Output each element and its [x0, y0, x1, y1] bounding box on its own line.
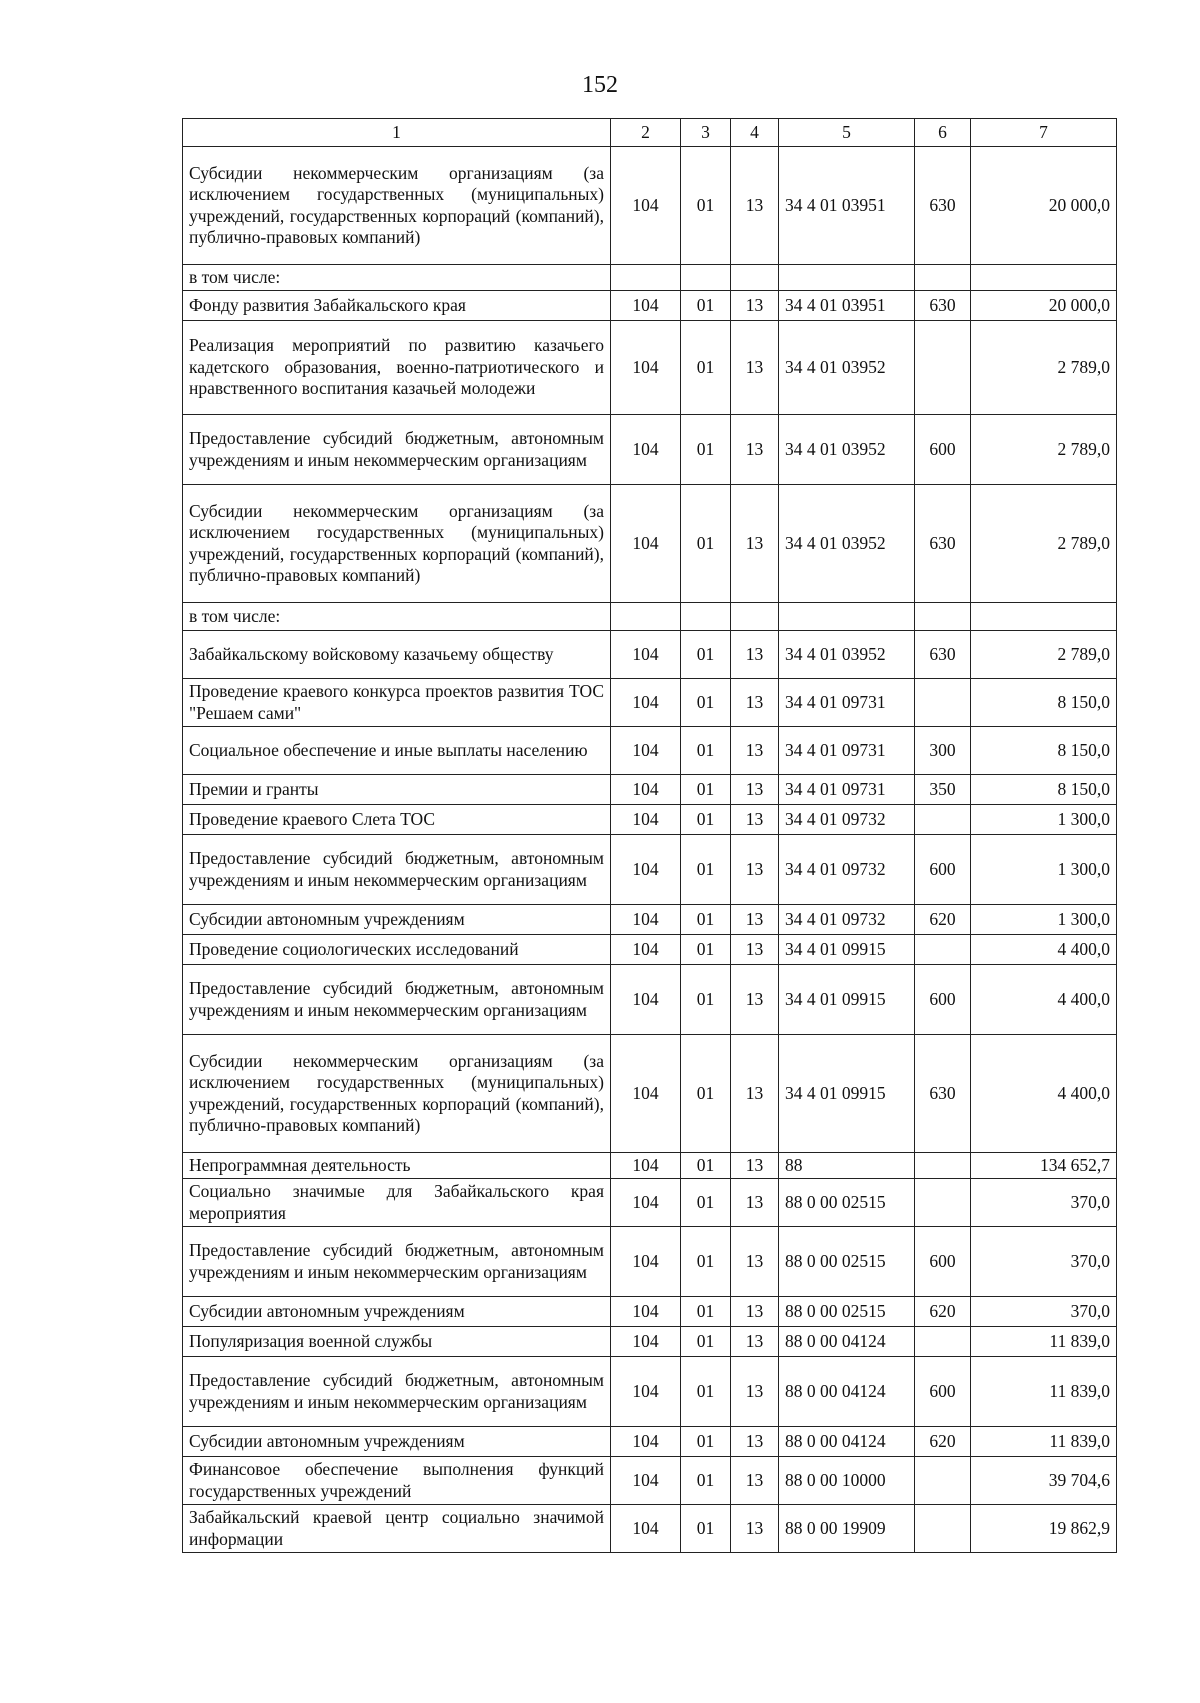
- row-col2: 104: [611, 805, 681, 835]
- row-col2: 104: [611, 1457, 681, 1505]
- row-col7: 1 300,0: [971, 905, 1117, 935]
- row-col6: 620: [915, 905, 971, 935]
- row-col2: [611, 265, 681, 291]
- row-col3: 01: [681, 905, 731, 935]
- row-col6: 630: [915, 147, 971, 265]
- row-col4: 13: [731, 1153, 779, 1179]
- row-col7: 11 839,0: [971, 1427, 1117, 1457]
- row-col6: 630: [915, 291, 971, 321]
- row-col7: 1 300,0: [971, 835, 1117, 905]
- row-col3: [681, 603, 731, 631]
- row-col3: 01: [681, 1227, 731, 1297]
- row-col6: [915, 1153, 971, 1179]
- row-col7: 20 000,0: [971, 291, 1117, 321]
- row-col2: 104: [611, 1297, 681, 1327]
- row-col3: 01: [681, 485, 731, 603]
- row-col6: [915, 935, 971, 965]
- row-col7: 4 400,0: [971, 965, 1117, 1035]
- row-col2: 104: [611, 1153, 681, 1179]
- row-name: Популяризация военной службы: [183, 1327, 611, 1357]
- row-col2: 104: [611, 1357, 681, 1427]
- row-name: Непрограммная деятельность: [183, 1153, 611, 1179]
- table-row: [183, 485, 1117, 603]
- row-name: Проведение краевого Слета ТОС: [183, 805, 611, 835]
- column-header: 2: [611, 119, 681, 147]
- row-col7: [971, 603, 1117, 631]
- table-row: [183, 321, 1117, 415]
- row-col3: 01: [681, 1297, 731, 1327]
- row-col5: 34 4 01 03951: [779, 147, 915, 265]
- table-row: [183, 1035, 1117, 1153]
- row-col5: 34 4 01 03952: [779, 321, 915, 415]
- row-name: Предоставление субсидий бюджетным, автономным учреждениям и иным некоммерческим организациям: [183, 415, 611, 485]
- row-col6: 630: [915, 631, 971, 679]
- table-row: [183, 935, 1117, 965]
- row-name: Реализация мероприятий по развитию казачьего кадетского образования, военно-патриотического и нравственного воспитания казачьей молодежи: [183, 321, 611, 415]
- row-col4: [731, 603, 779, 631]
- row-col2: 104: [611, 905, 681, 935]
- row-col7: 20 000,0: [971, 147, 1117, 265]
- row-col3: 01: [681, 1457, 731, 1505]
- row-col6: [915, 1327, 971, 1357]
- row-col7: 19 862,9: [971, 1505, 1117, 1553]
- row-col4: 13: [731, 291, 779, 321]
- row-col2: 104: [611, 1179, 681, 1227]
- row-col3: 01: [681, 1427, 731, 1457]
- row-name: Предоставление субсидий бюджетным, автономным учреждениям и иным некоммерческим организациям: [183, 835, 611, 905]
- row-col4: 13: [731, 321, 779, 415]
- row-col3: 01: [681, 775, 731, 805]
- row-col6: [915, 679, 971, 727]
- row-col7: 2 789,0: [971, 485, 1117, 603]
- row-col2: 104: [611, 147, 681, 265]
- row-name: Предоставление субсидий бюджетным, автономным учреждениям и иным некоммерческим организациям: [183, 965, 611, 1035]
- header-row: [183, 119, 1117, 147]
- row-col2: 104: [611, 1227, 681, 1297]
- row-col2: 104: [611, 321, 681, 415]
- row-col6: 630: [915, 485, 971, 603]
- row-col4: 13: [731, 1327, 779, 1357]
- row-col7: 8 150,0: [971, 679, 1117, 727]
- row-col4: 13: [731, 965, 779, 1035]
- row-name: Фонду развития Забайкальского края: [183, 291, 611, 321]
- table-row: [183, 1427, 1117, 1457]
- table-row: [183, 835, 1117, 905]
- row-col6: [915, 265, 971, 291]
- row-col4: 13: [731, 1427, 779, 1457]
- row-col3: 01: [681, 727, 731, 775]
- row-col6: [915, 1457, 971, 1505]
- row-col2: 104: [611, 1327, 681, 1357]
- row-col4: 13: [731, 1505, 779, 1553]
- row-col5: 88 0 00 04124: [779, 1357, 915, 1427]
- row-col5: 34 4 01 03952: [779, 415, 915, 485]
- table-row: [183, 415, 1117, 485]
- row-col7: 8 150,0: [971, 775, 1117, 805]
- row-col7: 2 789,0: [971, 415, 1117, 485]
- table-row: [183, 1327, 1117, 1357]
- page-number: 152: [582, 72, 618, 98]
- row-col6: 600: [915, 1357, 971, 1427]
- column-header: 5: [779, 119, 915, 147]
- row-col3: 01: [681, 415, 731, 485]
- row-col6: 350: [915, 775, 971, 805]
- row-col4: 13: [731, 905, 779, 935]
- row-col3: 01: [681, 835, 731, 905]
- row-col4: 13: [731, 1035, 779, 1153]
- row-col3: 01: [681, 631, 731, 679]
- row-col7: 134 652,7: [971, 1153, 1117, 1179]
- row-col4: 13: [731, 1179, 779, 1227]
- column-header: 4: [731, 119, 779, 147]
- row-col7: 4 400,0: [971, 935, 1117, 965]
- row-name: Субсидии некоммерческим организациям (за исключением государственных (муниципальных) учреждений, государственных корпораций (компаний), публично-правовых компаний): [183, 1035, 611, 1153]
- table-row: [183, 291, 1117, 321]
- row-col6: 300: [915, 727, 971, 775]
- table-row: [183, 679, 1117, 727]
- row-col5: 34 4 01 09732: [779, 905, 915, 935]
- row-col5: 88 0 00 10000: [779, 1457, 915, 1505]
- row-col7: 8 150,0: [971, 727, 1117, 775]
- row-col3: 01: [681, 679, 731, 727]
- row-col5: 34 4 01 09915: [779, 965, 915, 1035]
- row-name: Социальное обеспечение и иные выплаты населению: [183, 727, 611, 775]
- row-col7: 370,0: [971, 1227, 1117, 1297]
- row-name: Субсидии автономным учреждениям: [183, 1297, 611, 1327]
- row-col6: [915, 1179, 971, 1227]
- table-row: [183, 905, 1117, 935]
- table-row: [183, 775, 1117, 805]
- row-col2: [611, 603, 681, 631]
- row-col2: 104: [611, 1505, 681, 1553]
- row-name: Проведение краевого конкурса проектов развития ТОС "Решаем сами": [183, 679, 611, 727]
- row-col7: 2 789,0: [971, 321, 1117, 415]
- table-row: [183, 265, 1117, 291]
- table-row: [183, 1505, 1117, 1553]
- row-col2: 104: [611, 485, 681, 603]
- table-row: [183, 1227, 1117, 1297]
- row-col5: 34 4 01 03952: [779, 631, 915, 679]
- row-col6: [915, 603, 971, 631]
- row-col4: 13: [731, 775, 779, 805]
- row-col2: 104: [611, 835, 681, 905]
- row-col2: 104: [611, 415, 681, 485]
- row-col4: 13: [731, 415, 779, 485]
- row-name: Премии и гранты: [183, 775, 611, 805]
- row-col6: 600: [915, 1227, 971, 1297]
- table-row: [183, 965, 1117, 1035]
- row-col7: 2 789,0: [971, 631, 1117, 679]
- row-col3: 01: [681, 805, 731, 835]
- row-col7: 11 839,0: [971, 1357, 1117, 1427]
- row-col5: 34 4 01 09915: [779, 1035, 915, 1153]
- row-name: в том числе:: [183, 265, 611, 291]
- column-header: 1: [183, 119, 611, 147]
- column-header: 7: [971, 119, 1117, 147]
- row-col4: 13: [731, 805, 779, 835]
- row-name: Субсидии некоммерческим организациям (за исключением государственных (муниципальных) учреждений, государственных корпораций (компаний), публично-правовых компаний): [183, 147, 611, 265]
- row-col6: [915, 321, 971, 415]
- row-col7: 370,0: [971, 1179, 1117, 1227]
- row-col4: 13: [731, 1297, 779, 1327]
- row-col3: 01: [681, 935, 731, 965]
- row-name: Субсидии некоммерческим организациям (за исключением государственных (муниципальных) учреждений, государственных корпораций (компаний), публично-правовых компаний): [183, 485, 611, 603]
- row-col5: 88: [779, 1153, 915, 1179]
- row-col3: 01: [681, 1035, 731, 1153]
- row-col5: [779, 265, 915, 291]
- row-col4: 13: [731, 727, 779, 775]
- row-col4: [731, 265, 779, 291]
- row-col4: 13: [731, 485, 779, 603]
- row-col2: 104: [611, 1427, 681, 1457]
- column-header: 6: [915, 119, 971, 147]
- table-row: [183, 1179, 1117, 1227]
- row-col4: 13: [731, 1357, 779, 1427]
- row-col5: 34 4 01 09732: [779, 835, 915, 905]
- table-row: [183, 147, 1117, 265]
- row-col2: 104: [611, 631, 681, 679]
- row-col5: 88 0 00 02515: [779, 1297, 915, 1327]
- row-col3: [681, 265, 731, 291]
- row-col6: [915, 1505, 971, 1553]
- row-col5: 88 0 00 02515: [779, 1179, 915, 1227]
- row-col7: 370,0: [971, 1297, 1117, 1327]
- table-row: [183, 603, 1117, 631]
- table-row: [183, 631, 1117, 679]
- table-row: [183, 1297, 1117, 1327]
- row-col5: 88 0 00 04124: [779, 1427, 915, 1457]
- row-col2: 104: [611, 291, 681, 321]
- table-row: [183, 805, 1117, 835]
- row-col4: 13: [731, 631, 779, 679]
- row-col6: 620: [915, 1427, 971, 1457]
- row-col5: 34 4 01 03952: [779, 485, 915, 603]
- row-col5: [779, 603, 915, 631]
- row-col3: 01: [681, 1179, 731, 1227]
- row-col6: 620: [915, 1297, 971, 1327]
- row-col5: 88 0 00 19909: [779, 1505, 915, 1553]
- row-name: Забайкальскому войсковому казачьему обществу: [183, 631, 611, 679]
- row-col7: 4 400,0: [971, 1035, 1117, 1153]
- row-col4: 13: [731, 835, 779, 905]
- row-col2: 104: [611, 935, 681, 965]
- row-name: Проведение социологических исследований: [183, 935, 611, 965]
- row-col4: 13: [731, 1457, 779, 1505]
- row-col5: 34 4 01 09731: [779, 679, 915, 727]
- row-col2: 104: [611, 727, 681, 775]
- row-col4: 13: [731, 1227, 779, 1297]
- row-col5: 34 4 01 09731: [779, 727, 915, 775]
- row-col5: 34 4 01 09732: [779, 805, 915, 835]
- row-col3: 01: [681, 147, 731, 265]
- row-col4: 13: [731, 935, 779, 965]
- row-col4: 13: [731, 147, 779, 265]
- table-row: [183, 727, 1117, 775]
- row-col6: 600: [915, 415, 971, 485]
- row-col5: 88 0 00 02515: [779, 1227, 915, 1297]
- row-name: в том числе:: [183, 603, 611, 631]
- row-col6: [915, 805, 971, 835]
- row-col7: [971, 265, 1117, 291]
- row-col7: 11 839,0: [971, 1327, 1117, 1357]
- row-name: Субсидии автономным учреждениям: [183, 1427, 611, 1457]
- row-name: Субсидии автономным учреждениям: [183, 905, 611, 935]
- row-col4: 13: [731, 679, 779, 727]
- row-name: Финансовое обеспечение выполнения функций государственных учреждений: [183, 1457, 611, 1505]
- row-col2: 104: [611, 1035, 681, 1153]
- row-name: Предоставление субсидий бюджетным, автономным учреждениям и иным некоммерческим организациям: [183, 1357, 611, 1427]
- row-col3: 01: [681, 1327, 731, 1357]
- row-col3: 01: [681, 321, 731, 415]
- row-col6: 630: [915, 1035, 971, 1153]
- row-col3: 01: [681, 291, 731, 321]
- row-name: Предоставление субсидий бюджетным, автономным учреждениям и иным некоммерческим организациям: [183, 1227, 611, 1297]
- row-col5: 34 4 01 03951: [779, 291, 915, 321]
- row-col2: 104: [611, 775, 681, 805]
- row-col6: 600: [915, 965, 971, 1035]
- row-name: Социально значимые для Забайкальского края мероприятия: [183, 1179, 611, 1227]
- row-col7: 39 704,6: [971, 1457, 1117, 1505]
- row-col3: 01: [681, 965, 731, 1035]
- row-col5: 34 4 01 09915: [779, 935, 915, 965]
- row-col6: 600: [915, 835, 971, 905]
- row-col3: 01: [681, 1153, 731, 1179]
- row-col7: 1 300,0: [971, 805, 1117, 835]
- table-row: [183, 1357, 1117, 1427]
- row-col2: 104: [611, 679, 681, 727]
- table-row: [183, 1153, 1117, 1179]
- column-header: 3: [681, 119, 731, 147]
- row-name: Забайкальский краевой центр социально значимой информации: [183, 1505, 611, 1553]
- row-col2: 104: [611, 965, 681, 1035]
- table-row: [183, 1457, 1117, 1505]
- row-col5: 88 0 00 04124: [779, 1327, 915, 1357]
- row-col3: 01: [681, 1357, 731, 1427]
- row-col5: 34 4 01 09731: [779, 775, 915, 805]
- row-col3: 01: [681, 1505, 731, 1553]
- budget-table: [182, 118, 1117, 1553]
